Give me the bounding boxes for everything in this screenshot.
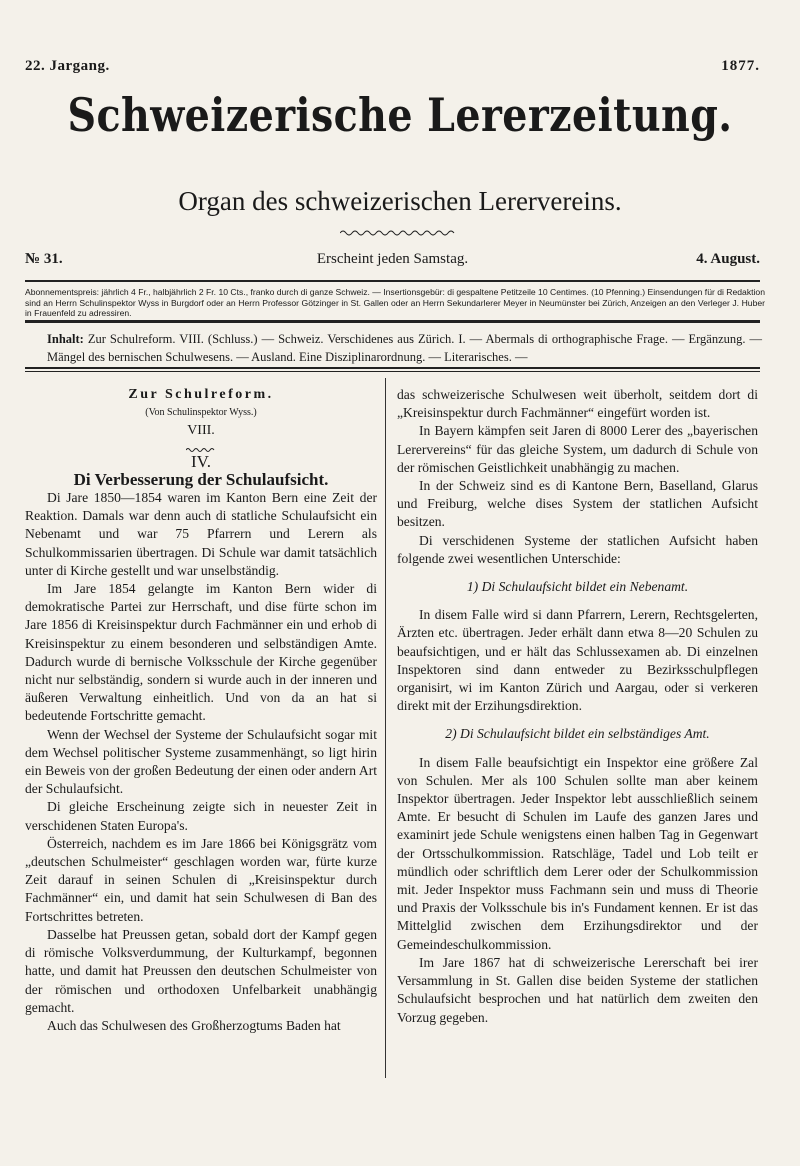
article-heading: Di Verbesserung der Schulaufsicht. [73, 469, 329, 489]
list-item-heading: 1) Di Schulaufsicht bildet ein Nebenamt. [466, 579, 689, 595]
paragraph: In disem Falle wird si dann Pfarrern, Lerern, Rechtsgelerten, Ärzten etc. übertragen. Jeder erhält dann etwa 8—20 Schulen zu beaufsichtigen, und er hält das Schlussexamen ab. Di einzelnen Inspektoren sind dann entweder zu Bezirksschulpflegen organisirt, wi im Kanton Zürich und Aargau, oder si verkeren direkt mit der Erzihungsdirektion. [397, 607, 758, 714]
contents-label: Inhalt: [47, 332, 84, 346]
chapter-number: IV. [191, 451, 211, 471]
part-number: VIII. [187, 423, 215, 439]
column-divider [385, 378, 386, 1078]
paragraph: Di verschidenen Systeme der statlichen Aufsicht haben folgende zwei wesentlichen Unterschide: [397, 532, 758, 566]
paragraph: das schweizerische Schulwesen weit überholt, seitdem dort di „Kreisinspektur durch Fachmänner“ eingefürt worden ist. [397, 387, 758, 421]
divider [25, 371, 760, 372]
contents-text: Zur Schulreform. VIII. (Schluss.) — Schweiz. Verschidenes aus Zürich. I. — Abermals di orthographische Frage. — Ergänzung. — Mängel des bernischen Schulwesens. — Ausland. Eine Disziplinarordnung. — Literarisches. — [47, 332, 763, 364]
paragraph: Di Jare 1850—1854 waren im Kanton Bern eine Zeit der Reaktion. Damals war denn auch di statliche Schulaufsicht ein Nebenamt und war 75 Pfarrern und Lerern als Schulkommissarien übertragen. Di Schule war damit tatsächlich unter di Kirche gestellt und war unselbständig. [25, 490, 377, 578]
paragraph: Wenn der Wechsel der Systeme der Schulaufsicht sogar mit dem Wechsel politischer Systeme zusammenhängt, so ligt hirin ein Beweis von der großen Bedeutung der einen oder andern Art der Schulaufsicht. [25, 726, 377, 797]
paragraph: Im Jare 1867 hat di schweizerische Lererschaft bei irer Versammlung in St. Gallen dise beiden Systeme der statlichen Schulaufsicht besprochen und hat natürlich dem zweiten den Vorzug gegeben. [397, 954, 758, 1025]
article-author: (Von Schulinspektor Wyss.) [145, 407, 257, 419]
divider [25, 320, 760, 323]
section-title: Zur Schulreform. [128, 387, 274, 402]
divider [25, 367, 760, 369]
paragraph: Dasselbe hat Preussen getan, sobald dort der Kampf gegen di römische Volksverdummung, der Kulturkampf, begonnen hatte, und damit hat Preussen den deutschen Schulmeister von der römischen und orthodoxen Unfelbarkeit unabhängig gemacht. [25, 926, 377, 1015]
paragraph: In disem Falle beaufsichtigt ein Inspektor eine größere Zal von Schulen. Mer als 100 Schulen sollte man aber keinem Inspektor übertragen. Jeder Inspektor lebt ausschließlich seinem Amte. Er besucht di Schulen im Laufe des ganzen Jares und examinirt jede Schule wenigstens einen halben Tag in Gegenwart der Ortsschulkommission. Ratschläge, Tadel und Lob teilt er mündlich oder schriftlich dem Lerer oder der Schulkommission mit. Jeder Inspektor muss Fachmann sein und muss di Theorie und Praxis der Volksschule bis in's Fundament kennen. Er ist das Mittelglid zwischen dem Erzihungsdirektor und der Gemeindeschulkommission. [397, 754, 758, 952]
divider [25, 280, 760, 282]
paragraph: Im Jare 1854 gelangte im Kanton Bern wider di demokratische Partei zur Herrschaft, und dise fürte schon im Jare 1856 di Kreisinspektur durch Fachmänner ein und erhob di Kreisinspektur zu einem besonderen und selbständigen Amte. Dadurch wurde di bernische Volksschule der Kirche gegenüber nicht nur selbständig, sondern si wurde auch in der inneren und äußeren Verwaltung einheitlich. Und von da an hat si bedeutende Fortschritte gemacht. [25, 581, 377, 724]
right-column [397, 386, 758, 1027]
year-label: 1877. [721, 58, 760, 74]
newspaper-title: Schweizerische Lererzeitung. [67, 88, 733, 142]
paragraph: Österreich, nachdem es im Jare 1866 bei Königsgrätz vom „deutschen Schulmeister“ geschlagen worden war, fürte kurze Zeit darauf in seinen Schulen di „Kreisinspektur durch Fachmänner“ ein, und damit hat sein Schulwesen di Ban des Fortschrittes betreten. [25, 835, 377, 924]
newspaper-subtitle: Organ des schweizerischen Lerervereins. [178, 186, 622, 216]
issue-date: 4. August. [696, 251, 760, 267]
wave-ornament-icon [340, 228, 458, 238]
volume-label: 22. Jargang. [25, 58, 110, 74]
frequency-label: Erscheint jeden Samstag. [316, 251, 469, 267]
list-item-heading: 2) Di Schulaufsicht bildet ein selbständiges Amt. [445, 726, 710, 742]
table-of-contents [47, 330, 762, 366]
subscription-info: Abonnementspreis: jährlich 4 Fr., halbjährlich 2 Fr. 10 Cts., franko durch di ganze Schweiz. — Insertionsgebür: di gespaltene Petitzeile 10 Centimes. (10 Pfenning.) Einsendungen für di Redaktion sind an Herrn Schulinspektor Wyss in Burgdorf oder an Herrn Professor Götzinger in St. Gallen oder an Herrn Sekundarlerer Meyer in Neumünster bei Zürich, Anzeigen an den Verleger J. Huber in Frauenfeld zu adressiren. [25, 287, 765, 318]
paragraph: Di gleiche Erscheinung zeigte sich in neuester Zeit in verschidenen Staten Europa's. [25, 799, 377, 833]
paragraph: Auch das Schulwesen des Großherzogtums Baden hat [47, 1017, 341, 1033]
issue-number: № 31. [25, 251, 63, 267]
paragraph: In der Schweiz sind es di Kantone Bern, Baselland, Glarus und Freiburg, welche dises System der statlichen Aufsicht besitzen. [397, 478, 758, 530]
issue-row [25, 251, 760, 271]
left-column [25, 386, 377, 1035]
paragraph: In Bayern kämpfen seit Jaren di 8000 Lerer des „bayerischen Lerervereins“ für das gleiche System, um dadurch di Schule von der römischen Geistlichkeit unabhängig zu machen. [397, 423, 758, 475]
